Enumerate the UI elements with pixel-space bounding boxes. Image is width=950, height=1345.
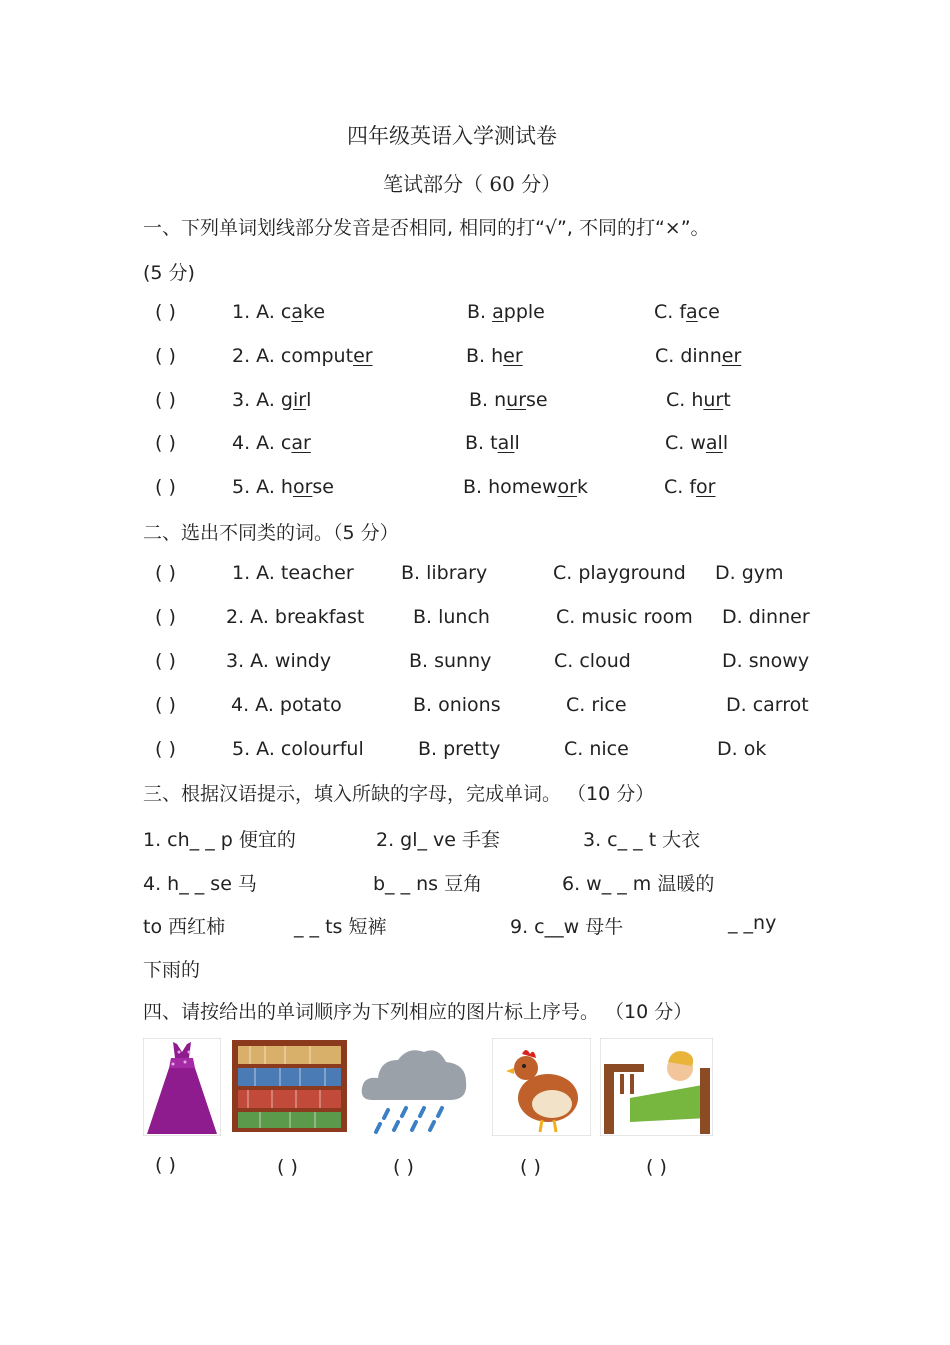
option-c: C. hurt	[666, 389, 731, 411]
option-c: C. music room	[556, 606, 693, 628]
option-b: B. her	[466, 345, 523, 367]
page-title: 四年级英语入学测试卷	[347, 124, 557, 148]
option-a: 3. A. girl	[232, 389, 312, 411]
section4-heading: 四、请按给出的单词顺序为下列相应的图片标上序号。 （10 分）	[143, 1001, 693, 1023]
hen-picture	[492, 1038, 591, 1136]
section2-heading: 二、选出不同类的词。（5 分）	[143, 522, 399, 544]
option-b: B. library	[401, 562, 488, 584]
option-c: C. for	[664, 476, 716, 498]
option-a: 4. A. car	[232, 432, 311, 454]
option-b: B. lunch	[413, 606, 490, 628]
answer-paren[interactable]: ( )	[155, 432, 176, 454]
fill-item: 3. c_ _ t 大衣	[583, 829, 701, 851]
option-b: B. nurse	[469, 389, 548, 411]
option-b: B. pretty	[418, 738, 501, 760]
option-d: D. gym	[715, 562, 784, 584]
option-d: D. carrot	[726, 694, 809, 716]
answer-paren[interactable]: ( )	[155, 650, 176, 672]
answer-paren[interactable]: ( )	[155, 345, 176, 367]
answer-paren[interactable]: ( )	[393, 1156, 414, 1178]
answer-paren[interactable]: ( )	[277, 1156, 298, 1178]
option-a: 4. A. potato	[231, 694, 342, 716]
fill-item: 下雨的	[143, 959, 201, 981]
section3-heading: 三、根据汉语提示，填入所缺的字母，完成单词。 （10 分）	[143, 783, 655, 805]
option-b: B. sunny	[409, 650, 492, 672]
option-c: C. cloud	[554, 650, 631, 672]
fill-item: 4. h_ _ se 马	[143, 873, 257, 895]
option-d: D. ok	[717, 738, 767, 760]
section1-heading: 一、下列单词划线部分发音是否相同, 相同的打“√”, 不同的打“×”。	[143, 217, 710, 239]
answer-paren[interactable]: ( )	[520, 1156, 541, 1178]
option-b: B. homework	[463, 476, 588, 498]
fill-item: _ _ ts 短裤	[294, 916, 387, 938]
option-a: 3. A. windy	[226, 650, 332, 672]
option-d: D. dinner	[722, 606, 810, 628]
answer-paren[interactable]: ( )	[155, 562, 176, 584]
option-c: C. nice	[564, 738, 629, 760]
page-subtitle: 笔试部分（ 60 分）	[383, 172, 562, 196]
fill-item: b_ _ ns 豆角	[373, 873, 483, 895]
answer-paren[interactable]: ( )	[155, 389, 176, 411]
option-c: C. face	[654, 301, 720, 323]
option-a: 1. A. cake	[232, 301, 326, 323]
option-a: 2. A. computer	[232, 345, 373, 367]
option-a: 5. A. colourful	[232, 738, 364, 760]
section1-points: (5 分)	[143, 262, 195, 284]
bed-boy-picture	[600, 1038, 713, 1136]
option-b: B. tall	[465, 432, 520, 454]
fill-item: _ _ny	[728, 912, 777, 934]
answer-paren[interactable]: ( )	[155, 301, 176, 323]
bookshelf-picture	[230, 1038, 349, 1136]
answer-paren[interactable]: ( )	[155, 738, 176, 760]
rain-cloud-picture	[358, 1038, 472, 1136]
option-b: B. apple	[467, 301, 545, 323]
answer-paren[interactable]: ( )	[155, 476, 176, 498]
option-c: C. dinner	[655, 345, 742, 367]
option-b: B. onions	[413, 694, 501, 716]
fill-item: 1. ch_ _ p 便宜的	[143, 829, 296, 851]
option-d: D. snowy	[722, 650, 810, 672]
fill-item: to 西红柿	[143, 916, 226, 938]
answer-paren[interactable]: ( )	[646, 1156, 667, 1178]
fill-item: 2. gl_ ve 手套	[376, 829, 501, 851]
option-a: 1. A. teacher	[232, 562, 354, 584]
answer-paren[interactable]: ( )	[155, 694, 176, 716]
answer-paren[interactable]: ( )	[155, 1154, 176, 1176]
fill-item: 6. w_ _ m 温暖的	[562, 873, 715, 895]
answer-paren[interactable]: ( )	[155, 606, 176, 628]
option-a: 5. A. horse	[232, 476, 334, 498]
option-c: C. rice	[566, 694, 627, 716]
option-c: C. wall	[665, 432, 729, 454]
option-a: 2. A. breakfast	[226, 606, 365, 628]
option-c: C. playground	[553, 562, 686, 584]
dress-picture	[143, 1038, 221, 1136]
fill-item: 9. c__w 母牛	[510, 916, 624, 938]
